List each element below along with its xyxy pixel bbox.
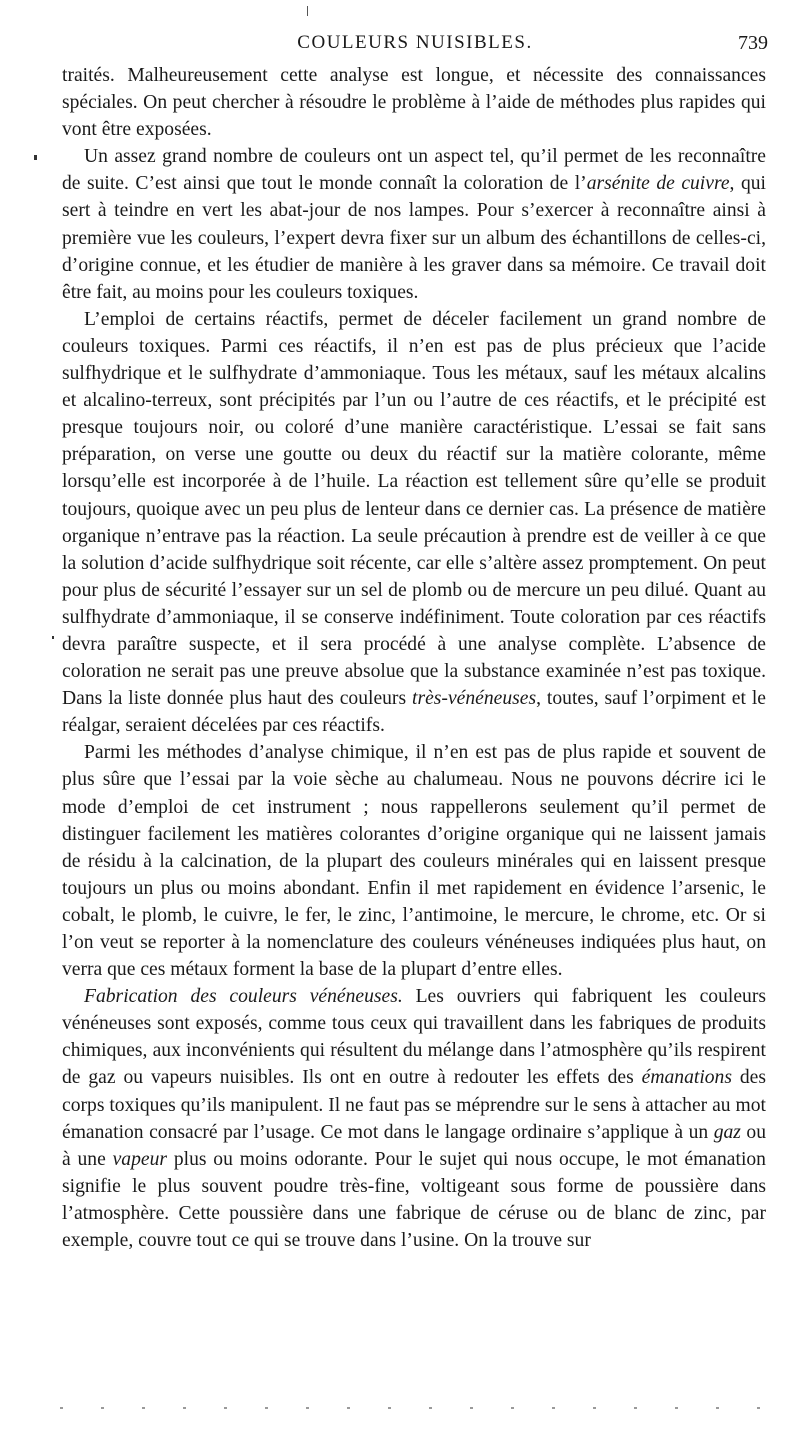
text-run: Parmi les méthodes d’analyse chimique, il n’en est pas de plus rapide et souvent de plus sûre que l’essai par la voie sèche au chalumeau. Nous ne pouvons décrire ici le mode d’emploi de cet instrument ; nous rappellerons seulement qu’il permet de distinguer facilement les matières colorantes d’origine organique qui ne laissent jamais de résidu à la calcination, de la plupart des couleurs minérales qui en laissent presque toujours un plus ou moins abondant. Enfin il met rapidement en évidence l’arsenic, le cobalt, le plomb, le cuivre, le fer, le zinc, l’antimoine, le mercure, le chrome, etc. Or si l’on veut se reporter à la nomenclature des couleurs vénéneuses indiquées plus haut, on verra que ces métaux forment la base de la plupart d’entre elles. [62, 742, 766, 981]
text-run: Un assez grand nombre de couleurs ont un aspect tel, qu’il permet de les reconnaître de suite. C’est ainsi que tout le monde connaît la coloration de l’ [62, 146, 766, 195]
text-run: plus ou moins odorante. Pour le sujet qui nous occupe, le mot émanation signifie le plus souvent poudre très-fine, voltigeant sous forme de poussière dans l’atmosphère. Cette poussière dans une fabrique de céruse ou de blanc de zinc, par exemple, couvre tout ce qui se trouve dans l’usine. On la trouve sur [62, 1148, 766, 1252]
margin-mark [52, 636, 54, 639]
text-run: ou à une [62, 1121, 766, 1170]
text-run: traités. Malheureusement cette analyse est longue, et nécessite des connaissances spéciales. On peut chercher à résoudre le problème à l’aide de méthodes plus rapides qui vont être exposées. [62, 65, 766, 141]
page-header [62, 30, 768, 56]
paragraph [62, 306, 766, 740]
italic-text: émanations [641, 1067, 732, 1089]
text-run: , toutes, sauf l’orpiment et le réalgar, seraient décelées par ces réactifs. [62, 688, 766, 737]
margin-mark [34, 155, 37, 160]
bleed-through-marks [60, 1404, 760, 1412]
italic-text: vapeur [112, 1148, 168, 1170]
text-run: des corps toxiques qu’ils manipulent. Il ne faut pas se méprendre sur le sens à attacher au mot émanation consacré par l’usage. Ce mot dans le langage ordinaire s’applique à un [62, 1067, 766, 1143]
italic-text: très-vénéneuses [412, 688, 537, 710]
paragraph [62, 143, 766, 306]
text-run: L’emploi de certains réactifs, permet de déceler facilement un grand nombre de couleurs toxiques. Parmi ces réactifs, il n’en est pas de plus précieux que l’acide sulfhydrique et le sulfhydrate d’ammoniaque. Tous les métaux, sauf les métaux alcalins et alcalino-terreux, sont précipités par l’un ou l’autre de ces réactifs, et le précipité est presque toujours noir, ou coloré d’une manière caractéristique. L’essai se fait sans préparation, on verse une goutte ou deux du réactif sur la matière colorante, même lorsqu’elle est incorporée à de l’huile. La réaction est tellement sûre qu’elle se produit toujours, quoique avec un peu plus de lenteur dans ce dernier cas. La présence de matière organique n’entrave pas la réaction. La seule précaution à prendre est de veiller à ce que la solution d’acide sulfhydrique soit récente, car elle s’altère assez promptement. On peut pour plus de sécurité l’essayer sur un sel de plomb ou de mercure un peu dilué. Quant au sulfhydrate d’ammoniaque, il se conserve indéfiniment. Toute coloration par ces réactifs devra paraître suspecte, et il sera procédé à une analyse complète. L’absence de coloration ne serait pas une preuve absolue que la substance examinée n’est pas toxique. Dans la liste donnée plus haut des couleurs [62, 308, 766, 710]
paragraph [62, 739, 766, 983]
italic-text: Fabrication des couleurs vénéneuses. [84, 986, 403, 1008]
print-mark [307, 6, 308, 16]
running-title: COULEURS NUISIBLES. [297, 32, 533, 53]
text-run: , qui sert à teindre en vert les abat-jour de nos lampes. Pour s’exercer à reconnaître ainsi à première vue les couleurs, l’expert devra fixer sur un album des échantillons de celles-ci, d’origine connue, et les étudier de manière à les graver dans sa mémoire. Ce travail doit être fait, au moins pour les couleurs toxiques. [62, 173, 766, 303]
page-number: 739 [738, 32, 768, 54]
italic-text: gaz [713, 1121, 741, 1143]
body-text [62, 62, 766, 1254]
paragraph [62, 62, 766, 143]
italic-text: arsénite de cuivre [586, 173, 730, 195]
paragraph [62, 983, 766, 1254]
text-run: Les ouvriers qui fabriquent les couleurs vénéneuses sont exposés, comme tous ceux qui travaillent dans les fabriques de produits chimiques, aux inconvénients qui résultent du mélange dans l’atmosphère qu’ils respirent de gaz ou vapeurs nuisibles. Ils ont en outre à redouter les effets des [62, 986, 766, 1089]
